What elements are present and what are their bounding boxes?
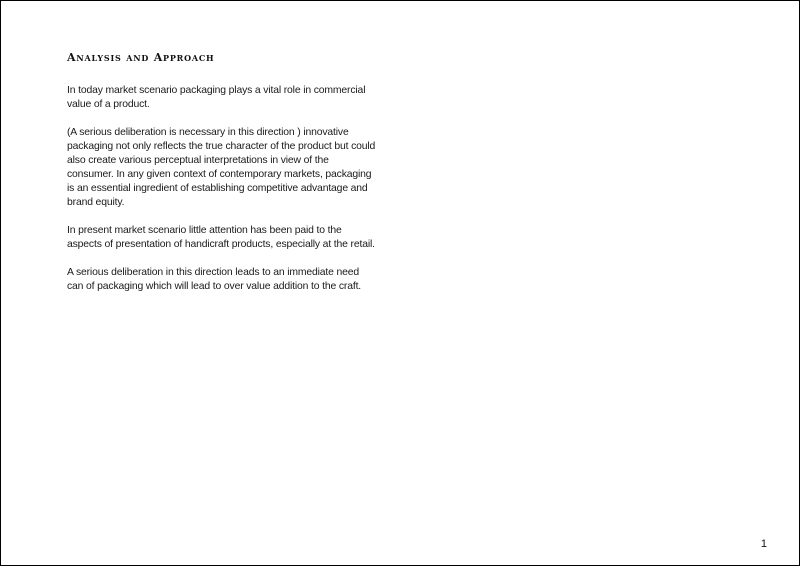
paragraph: In today market scenario packaging plays a vital role in commercial value of a product. — [67, 85, 366, 110]
paragraph: A serious deliberation in this direction leads to an immediate need can of packaging which will lead to over value addition to the craft. — [67, 267, 362, 292]
paragraph: (A serious deliberation is necessary in this direction ) innovative packaging not only reflects the true character of the product but could also create various perceptual interpretations in view of the consumer. In any given context of contemporary markets, packaging is an essential ingredient of establishing competitive advantage and brand equity. — [67, 127, 376, 208]
page-number: 1 — [760, 538, 767, 550]
paragraph: In present market scenario little attention has been paid to the aspects of presentation of handicraft products, especially at the retail. — [67, 225, 375, 250]
body-text — [67, 84, 377, 308]
section-heading: Analysis and Approach — [67, 51, 215, 64]
